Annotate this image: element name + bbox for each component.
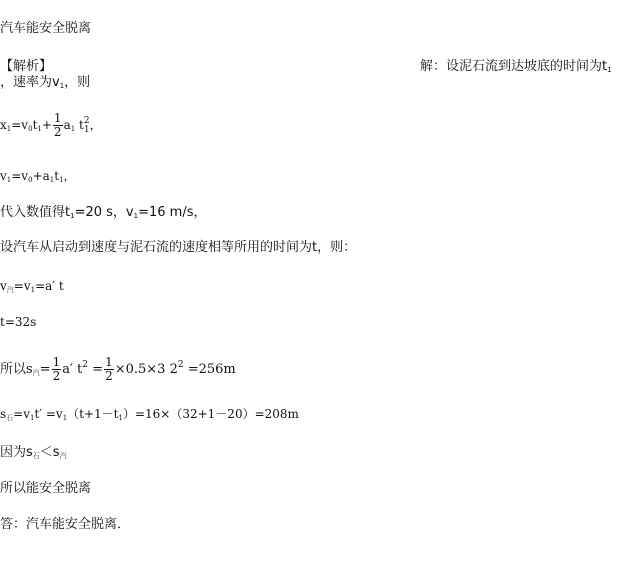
answer-line: 答：汽车能安全脱离．	[0, 517, 131, 532]
equation-time: t=32s	[0, 315, 37, 329]
equation-mudflow-distance: s石$=v_1t' =v_1(t+1-t_1)=16\times(32+1-20)=208m$	[0, 407, 299, 422]
fraction-half-2: $\frac{1}{2}$	[105, 355, 113, 383]
substitution-line: 代入数值得$t_1=20$ s，$v_1=16$ m/s，	[0, 205, 207, 220]
equation-car-distance: 所以s汽= $\frac{1}{2}$ a′ $t^2$ = $\frac{1}{2}$ ×0.5×3 $2^2 =256m$	[0, 355, 236, 383]
solution-intro: 解：设泥石流到达坡底的时间为$t_1$	[420, 59, 612, 74]
fraction-half-1: $\frac{1}{2}$	[52, 355, 61, 383]
fraction-half: $\frac{1}{2}$	[53, 111, 62, 139]
equation-displacement: $x_1=v_0t_1+$ $\frac{1}{2}$ $a_1$ t 2 1 ，	[0, 111, 102, 139]
result-line: 所以能安全脱离	[0, 481, 92, 496]
assumption-line: 设汽车从启动到速度与泥石流的速度相等所用的时间为t，则：	[0, 240, 357, 255]
equation-velocity: $v_1=v_0+a_1t_1$，	[0, 169, 76, 184]
comparison-line: 因为s石＜s汽	[0, 445, 67, 460]
rate-line: ，速率为$v_1$，则	[0, 75, 91, 90]
analysis-heading: 【解析】	[0, 59, 53, 74]
equation-equal-speed: v汽$=v_1=a'$ t	[0, 279, 64, 294]
conclusion-line: 汽车能安全脱离	[0, 21, 92, 36]
